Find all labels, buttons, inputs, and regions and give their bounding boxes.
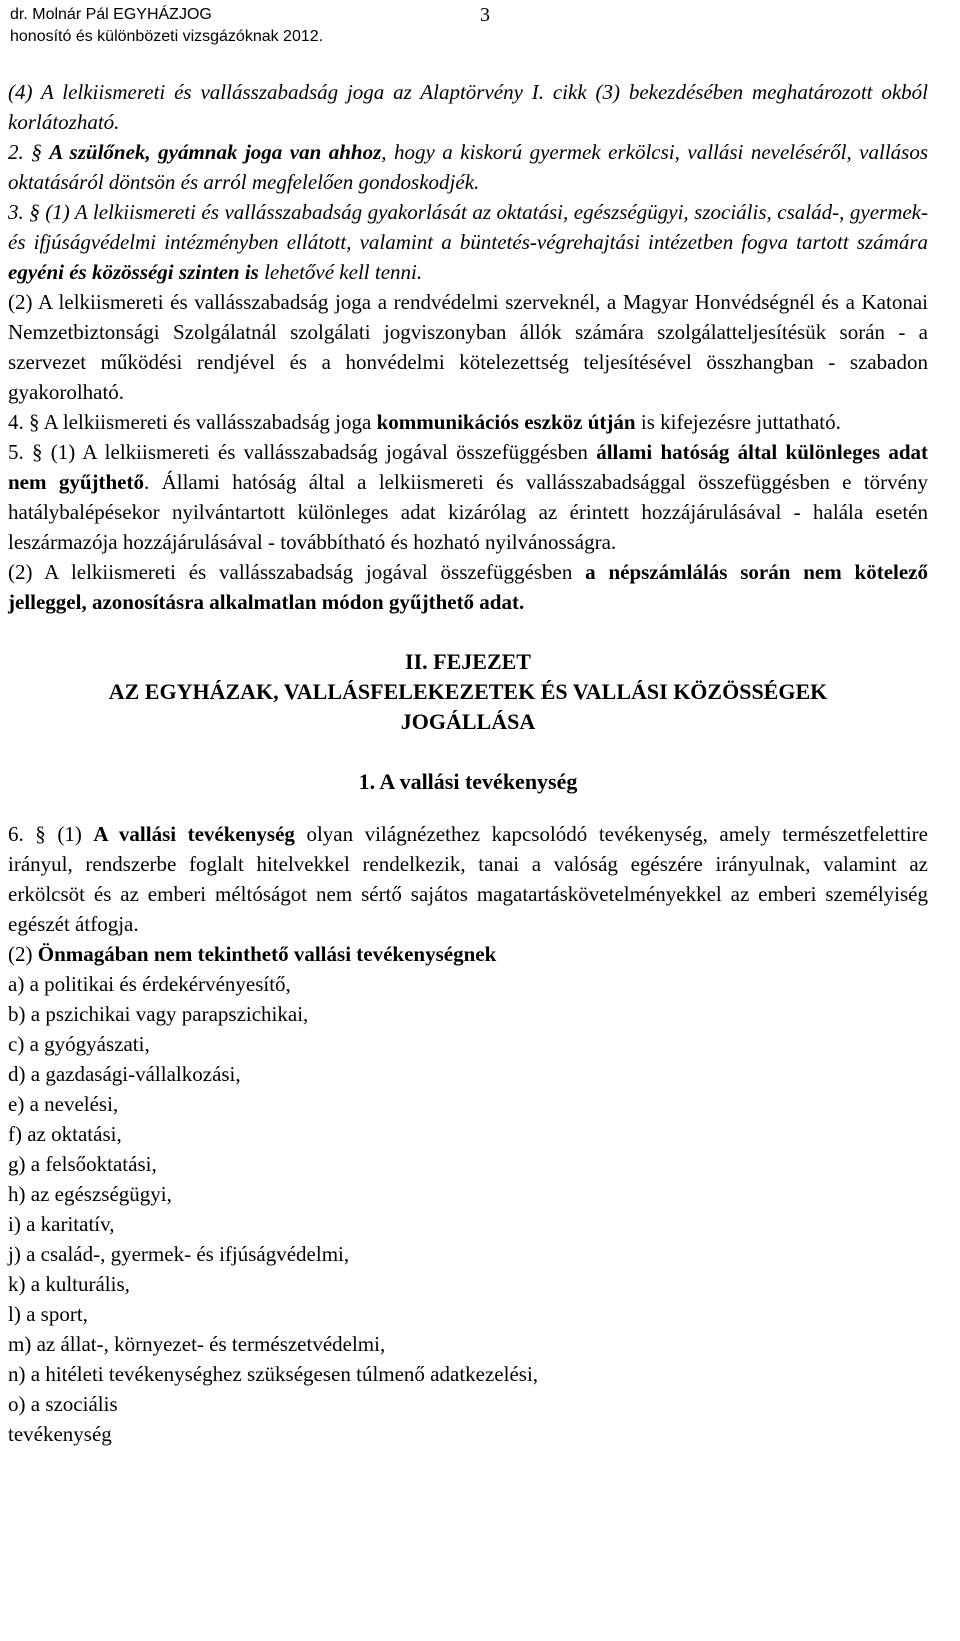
paragraph-section-2 (8, 137, 928, 197)
list-item: f) az oktatási, (8, 1122, 122, 1146)
paragraph-section-4 (8, 407, 928, 437)
page-header (10, 4, 930, 48)
paragraph-section-6-2 (8, 939, 928, 969)
paragraph-section-5-2 (8, 557, 928, 617)
paragraph-section-3-1 (8, 197, 928, 287)
section-heading: 1. A vallási tevékenység (358, 769, 578, 794)
activity-list (8, 969, 928, 1449)
list-item: n) a hitéleti tevékenységhez szükségesen túlmenő adatkezelési, (8, 1362, 539, 1386)
paragraph-section-6-1 (8, 819, 928, 939)
header-author: dr. Molnár Pál EGYHÁZJOG (10, 6, 212, 23)
section-5-text-start: 5. § (1) A lelkiismereti és vallásszabadság jogával összefüggésben (8, 440, 597, 464)
section-2-text: , hogy a kiskorú gyermek erkölcsi, vallási neveléséről, vallásos oktatásáról döntsön és arról megfelelően gondoskodjék. (8, 140, 929, 194)
list-item: e) a nevelési, (8, 1092, 119, 1116)
list-item: a) a politikai és érdekérvényesítő, (8, 972, 291, 996)
list-item: g) a felsőoktatási, (8, 1152, 157, 1176)
list-item: m) az állat-, környezet- és természetvédelmi, (8, 1332, 386, 1356)
section-6-bold: A vallási tevékenység (93, 822, 295, 846)
section-5-bold: állami hatóság által különleges adat nem gyűjthető (8, 440, 929, 494)
section-3-text-end: lehetővé kell tenni. (258, 260, 423, 284)
section-6-text-start: 6. § (1) (8, 822, 94, 846)
paragraph-section-3-2: (2) A lelkiismereti és vallásszabadság joga a rendvédelmi szerveknél, a Magyar Honvédségnél és a Katonai Nemzetbiztonsági Szolgálatnál szolgálati jogviszonyban állók számára szolgálatteljesítésük során - a szervezet működési rendjével és a honvédelmi kötelezettség teljesítésével összhangban - szabadon gyakorolható. (8, 290, 928, 404)
list-item: o) a szociális (8, 1392, 118, 1416)
list-item: b) a pszichikai vagy parapszichikai, (8, 1002, 309, 1026)
document-body (8, 77, 928, 1449)
section-5-2-bold: a népszámlálás során nem kötelező jelleggel, azonosításra alkalmatlan módon gyűjthető adat. (8, 560, 928, 614)
section-2-number: 2. § (8, 140, 50, 164)
chapter-title-line1: AZ EGYHÁZAK, VALLÁSFELEKEZETEK ÉS VALLÁSI KÖZÖSSÉGEK (108, 679, 828, 704)
list-item: i) a karitatív, (8, 1212, 115, 1236)
list-item: l) a sport, (8, 1302, 88, 1326)
list-item: h) az egészségügyi, (8, 1182, 172, 1206)
section-6-2-text-start: (2) (8, 942, 38, 966)
list-item: tevékenység (8, 1422, 112, 1446)
section-3-text-start: 3. § (1) A lelkiismereti és vallásszabadság gyakorlását az oktatási, egészségügyi, szociális, család-, gyermek- és ifjúságvédelmi intézményben ellátott, valamint a büntetés-végrehajtási intézetben fogva tartott számára (8, 200, 928, 254)
section-5-text-end: . Állami hatóság által a lelkiismereti és vallásszabadsággal összefüggésben e törvény hatálybalépésekor nyilvántartott különleges adat kizárólag az érintett hozzájárulásával - halála esetén leszármazója hozzájárulásával - továbbítható és hozható nyilvánosságra. (8, 470, 928, 554)
section-4-text-end: is kifejezésre juttatható. (635, 410, 841, 434)
section-6-text-end: olyan világnézethez kapcsolódó tevékenység, amely természetfelettire irányul, rendszerbe foglalt hitelvekkel rendelkezik, tanai a valóság egészére irányulnak, valamint az erkölcsöt és az emberi méltóságot nem sértő sajátos magatartáskövetelményekkel az emberi személyiség egészét átfogja. (8, 822, 928, 936)
section-6-2-bold: Önmagában nem tekinthető vallási tevékenységnek (37, 942, 497, 966)
paragraph-alaptorveny: (4) A lelkiismereti és vallásszabadság joga az Alaptörvény I. cikk (3) bekezdésében meghatározott okból korlátozható. (8, 80, 928, 134)
list-item: d) a gazdasági-vállalkozási, (8, 1062, 241, 1086)
section-3-bold: egyéni és közösségi szinten is (8, 260, 259, 284)
chapter-title-line2: JOGÁLLÁSA (400, 709, 536, 734)
section-4-text-start: 4. § A lelkiismereti és vallásszabadság joga (8, 410, 377, 434)
section-2-bold: A szülőnek, gyámnak joga van ahhoz (49, 140, 382, 164)
page-number: 3 (480, 4, 490, 26)
section-4-bold: kommunikációs eszköz útján (376, 410, 636, 434)
list-item: k) a kulturális, (8, 1272, 130, 1296)
chapter-number: II. FEJEZET (405, 649, 531, 674)
header-subtitle: honosító és különbözeti vizsgázóknak 2012. (10, 28, 324, 45)
paragraph-section-5-1 (8, 437, 928, 557)
list-item: c) a gyógyászati, (8, 1032, 150, 1056)
section-5-2-text-start: (2) A lelkiismereti és vallásszabadság jogával összefüggésben (8, 560, 586, 584)
list-item: j) a család-, gyermek- és ifjúságvédelmi, (8, 1242, 350, 1266)
